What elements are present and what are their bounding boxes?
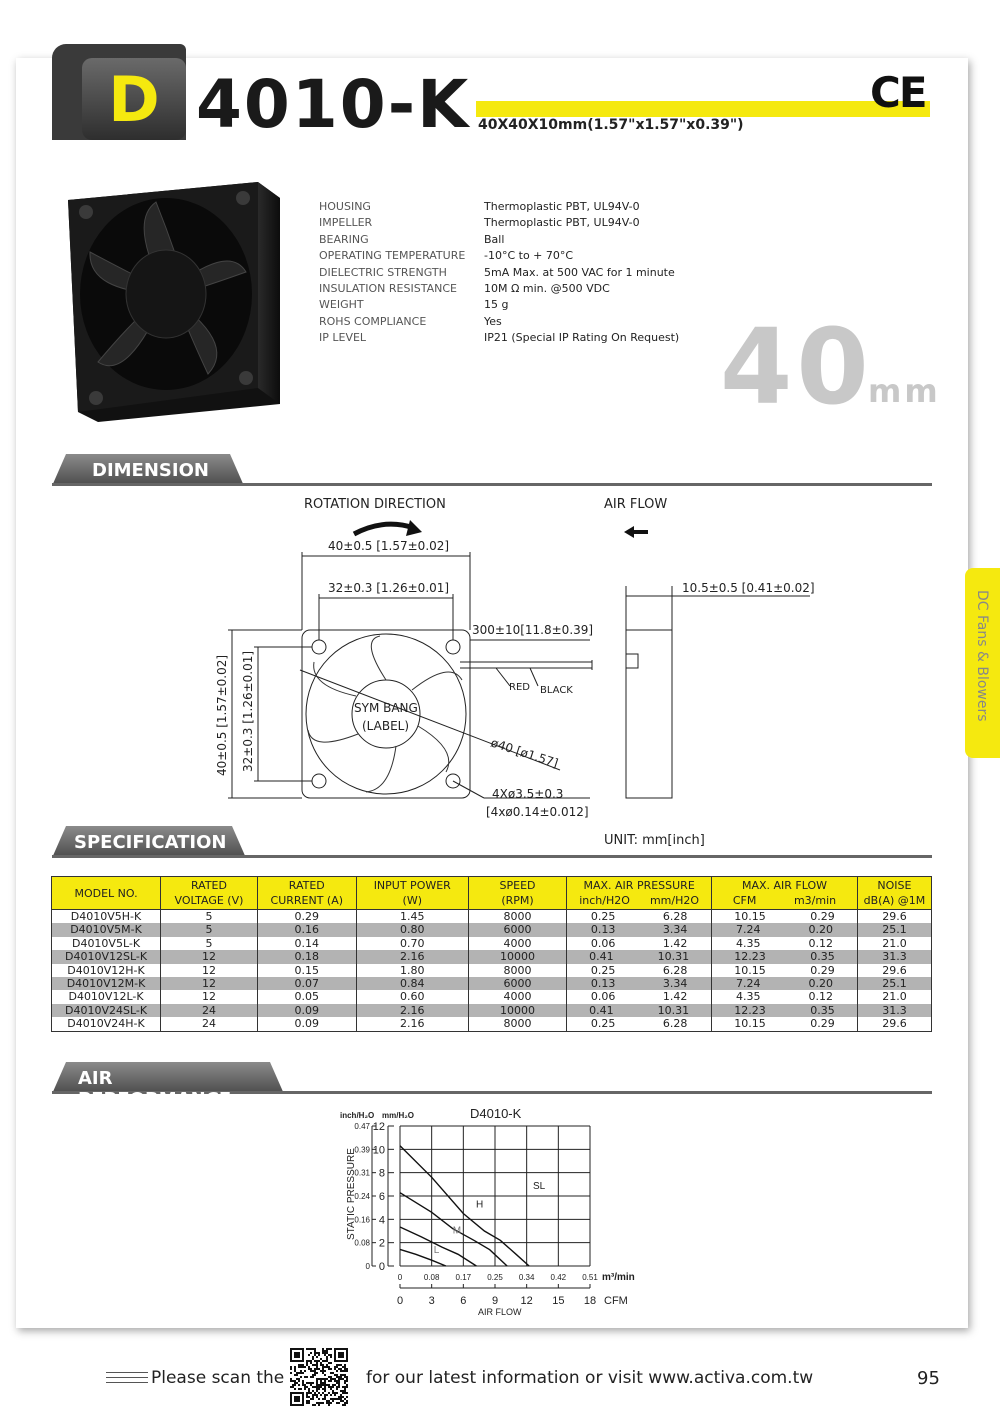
header-current: RATED CURRENT (A) xyxy=(257,877,356,910)
lead-length-dim: 300±10[11.8±0.39] xyxy=(472,623,594,637)
section-title: SPECIFICATION xyxy=(74,832,227,853)
x-tick-m3: 0 xyxy=(397,1273,403,1282)
y-tick-inch: 0.16 xyxy=(354,1215,370,1225)
x-tick-m3: 0.25 xyxy=(487,1273,503,1282)
model-title: 4010-K xyxy=(196,66,471,143)
table-row xyxy=(52,937,932,950)
cell-speed: 8000 xyxy=(468,910,566,924)
cell-speed: 6000 xyxy=(468,923,566,936)
cell-speed: 8000 xyxy=(468,964,566,977)
fan-label-line1: SYM BANG xyxy=(354,701,418,715)
series-label-h: H xyxy=(476,1199,484,1211)
cell-power: 0.70 xyxy=(356,937,468,950)
cell-power: 2.16 xyxy=(356,1004,468,1017)
cell-model: D4010V24SL-K xyxy=(52,1004,161,1017)
cell-speed: 6000 xyxy=(468,977,566,990)
property-key: DIELECTRIC STRENGTH xyxy=(319,265,447,279)
cell-model: D4010V5H-K xyxy=(52,910,161,924)
category-label: DC Fans & Blowers xyxy=(974,590,990,722)
table-row xyxy=(52,910,932,924)
table-row xyxy=(52,1004,932,1017)
cell-pressure xyxy=(567,910,712,924)
category-side-tab xyxy=(965,568,1000,758)
property-row xyxy=(319,297,679,313)
table-row xyxy=(52,977,932,990)
cell-p-inch: 0.13 xyxy=(590,977,616,991)
cell-current: 0.15 xyxy=(257,964,356,977)
cell-p-mm: 6.28 xyxy=(662,963,688,977)
cell-current: 0.16 xyxy=(257,923,356,936)
property-value: Thermoplastic PBT, UL94V-0 xyxy=(484,200,640,213)
x-tick-cfm: 12 xyxy=(520,1295,533,1307)
cell-flow xyxy=(712,977,858,990)
cell-pressure xyxy=(567,964,712,977)
airflow-arrow-icon xyxy=(624,526,634,538)
cell-noise: 21.0 xyxy=(857,937,931,950)
cell-current: 0.05 xyxy=(257,990,356,1003)
cell-power: 2.16 xyxy=(356,950,468,963)
y-tick-mm: 0 xyxy=(378,1261,385,1273)
table-row xyxy=(52,923,932,936)
cell-voltage: 24 xyxy=(161,1004,258,1017)
header-voltage: RATED VOLTAGE (V) xyxy=(161,877,258,910)
cell-p-inch: 0.13 xyxy=(590,923,616,937)
table-row xyxy=(52,990,932,1003)
x-tick-m3: 0.34 xyxy=(518,1273,535,1282)
cell-p-inch: 0.25 xyxy=(590,910,616,923)
cell-flow xyxy=(712,950,858,963)
series-label-l: L xyxy=(433,1245,440,1257)
cell-noise: 25.1 xyxy=(857,923,931,936)
holes-dim-line1: 4Xø3.5±0.3 xyxy=(492,787,564,801)
cell-current: 0.14 xyxy=(257,937,356,950)
cell-p-mm: 1.42 xyxy=(662,990,688,1004)
property-value: Yes xyxy=(484,314,502,328)
cell-pressure xyxy=(567,923,712,936)
table-row xyxy=(52,1017,932,1031)
header-noise: NOISE dB(A) @1M xyxy=(857,877,931,910)
cell-flow xyxy=(712,1004,858,1017)
x-tick-cfm: 15 xyxy=(552,1295,565,1307)
cell-power: 1.80 xyxy=(356,964,468,977)
property-key: INSULATION RESISTANCE xyxy=(319,282,457,296)
cell-m3: 0.29 xyxy=(810,910,835,923)
cell-m3: 0.12 xyxy=(808,990,833,1004)
cell-pressure xyxy=(567,977,712,990)
fan-photo xyxy=(68,182,280,422)
cell-pressure xyxy=(567,950,712,963)
cell-cfm: 12.23 xyxy=(734,950,766,964)
cell-noise: 31.3 xyxy=(857,1004,931,1017)
y-tick-inch: 0 xyxy=(365,1262,370,1271)
y-tick-mm: 8 xyxy=(378,1167,385,1180)
x-tick-m3: 0.42 xyxy=(550,1273,567,1282)
footer-scan-text: Please scan the xyxy=(151,1368,285,1388)
header-speed: SPEED (RPM) xyxy=(468,877,566,910)
cell-power: 0.84 xyxy=(356,977,468,990)
cell-m3: 0.20 xyxy=(808,923,833,937)
cell-model: D4010V12H-K xyxy=(52,964,161,977)
cell-voltage: 5 xyxy=(161,910,258,924)
cell-pressure xyxy=(567,1017,712,1031)
cell-speed: 10000 xyxy=(468,950,566,963)
cell-p-inch: 0.41 xyxy=(589,1003,614,1017)
chart-title: D4010-K xyxy=(470,1106,522,1121)
cell-voltage: 12 xyxy=(161,990,258,1003)
property-value: Ball xyxy=(484,232,505,246)
cell-m3: 0.29 xyxy=(810,963,835,977)
header-accent-bar xyxy=(476,101,930,117)
property-row xyxy=(319,215,679,231)
y-axis-label: STATIC PRESSURE xyxy=(346,1148,357,1240)
rotation-label: ROTATION DIRECTION xyxy=(304,497,446,512)
property-row xyxy=(319,232,679,248)
y-tick-mm: 10 xyxy=(372,1144,385,1157)
cell-speed: 4000 xyxy=(468,937,566,950)
cell-voltage: 5 xyxy=(161,937,258,950)
footer-lines-icon xyxy=(106,1372,148,1387)
property-key: IP LEVEL xyxy=(319,331,367,345)
cell-flow xyxy=(712,964,858,977)
x-tick-cfm: 0 xyxy=(396,1295,404,1307)
y-unit-mm: mm/H₂O xyxy=(382,1111,415,1120)
series-line-sl xyxy=(400,1146,529,1266)
cell-flow xyxy=(712,937,858,950)
y-unit-inch: inch/H₂O xyxy=(340,1111,375,1120)
size-number: 40 xyxy=(720,306,873,428)
x-unit-cfm: CFM xyxy=(604,1295,628,1307)
property-value: -10°C to + 70°C xyxy=(484,249,574,263)
property-list xyxy=(319,199,679,347)
qr-code-icon[interactable] xyxy=(290,1348,348,1406)
cell-pressure xyxy=(567,937,712,950)
property-row xyxy=(319,330,679,346)
y-tick-inch: 0.24 xyxy=(354,1192,370,1201)
cell-cfm: 10.15 xyxy=(734,963,766,977)
cell-flow xyxy=(712,923,858,936)
cell-voltage: 5 xyxy=(161,923,258,936)
cell-model: D4010V5L-K xyxy=(52,937,161,950)
cell-cfm: 7.24 xyxy=(736,977,761,991)
x-tick-cfm: 6 xyxy=(460,1295,467,1307)
property-key: BEARING xyxy=(319,232,369,246)
series-label-m: M xyxy=(452,1225,462,1237)
cell-power: 1.45 xyxy=(356,910,468,924)
header-flow: MAX. AIR FLOW CFM m3/min xyxy=(712,877,858,910)
series-label-sl: SL xyxy=(533,1181,546,1192)
cell-noise: 21.0 xyxy=(857,990,931,1003)
header-pressure: MAX. AIR PRESSURE inch/H2O mm/H2O xyxy=(567,877,712,910)
cell-p-mm: 1.42 xyxy=(662,936,688,950)
height-outer-dim: 40±0.5 [1.57±0.02] xyxy=(215,654,229,776)
cell-model: D4010V12L-K xyxy=(52,990,161,1003)
cell-noise: 25.1 xyxy=(857,977,931,990)
footer-visit-text: for our latest information or visit www.activa.com.tw xyxy=(366,1368,814,1388)
cell-voltage: 12 xyxy=(161,964,258,977)
cell-p-inch: 0.25 xyxy=(590,963,616,977)
cell-pressure xyxy=(567,1004,712,1017)
y-tick-inch: 0.47 xyxy=(354,1122,370,1131)
size-unit: mm xyxy=(868,372,941,410)
width-outer-dim: 40±0.5 [1.57±0.02] xyxy=(328,539,450,553)
thickness-dim: 10.5±0.5 [0.41±0.02] xyxy=(682,581,815,595)
dimension-drawing xyxy=(200,490,820,830)
x-tick-m3: 0.17 xyxy=(455,1273,472,1282)
property-row xyxy=(319,199,679,215)
airflow-label: AIR FLOW xyxy=(604,497,668,512)
y-tick-inch: 0.39 xyxy=(354,1145,370,1155)
property-key: IMPELLER xyxy=(319,216,373,230)
cell-cfm: 4.35 xyxy=(736,936,761,950)
air-performance-chart xyxy=(330,1100,660,1320)
cell-noise: 31.3 xyxy=(857,950,931,963)
property-key: WEIGHT xyxy=(319,298,364,312)
cell-speed: 10000 xyxy=(468,1004,566,1017)
wire-black-label: BLACK xyxy=(540,685,573,696)
cell-p-inch: 0.06 xyxy=(590,936,616,950)
rotation-arrow-icon xyxy=(406,520,422,536)
cell-m3: 0.29 xyxy=(810,1017,835,1031)
y-tick-inch: 0.08 xyxy=(354,1238,370,1248)
wire-red-label: RED xyxy=(509,682,530,693)
cell-flow xyxy=(712,990,858,1003)
cell-power: 0.80 xyxy=(356,923,468,936)
header-power: INPUT POWER (W) xyxy=(356,877,468,910)
x-axis-label: AIR FLOW xyxy=(478,1307,522,1317)
cell-model: D4010V12M-K xyxy=(52,977,161,990)
fan-label-line2: (LABEL) xyxy=(362,719,410,733)
cell-cfm: 10.15 xyxy=(734,1017,766,1031)
y-tick-mm: 4 xyxy=(378,1214,385,1227)
cell-cfm: 12.23 xyxy=(734,1003,766,1017)
cell-p-inch: 0.25 xyxy=(590,1017,616,1031)
cell-model: D4010V5M-K xyxy=(52,923,161,936)
ce-mark-icon: CE xyxy=(870,68,926,117)
cell-p-inch: 0.06 xyxy=(590,990,616,1004)
cell-p-mm: 6.28 xyxy=(662,910,688,923)
property-value: IP21 (Special IP Rating On Request) xyxy=(484,331,680,345)
property-row xyxy=(319,314,679,330)
x-unit-m3: m³/min xyxy=(602,1272,635,1283)
cell-voltage: 12 xyxy=(161,950,258,963)
cell-p-mm: 10.31 xyxy=(657,1003,690,1017)
x-tick-m3: 0.51 xyxy=(582,1273,598,1282)
property-key: ROHS COMPLIANCE xyxy=(319,314,427,328)
x-tick-cfm: 3 xyxy=(428,1295,435,1307)
cell-noise: 29.6 xyxy=(857,1017,931,1031)
cell-model: D4010V12SL-K xyxy=(52,950,161,963)
property-value: 5mA Max. at 500 VAC for 1 minute xyxy=(484,265,675,279)
cell-p-mm: 3.34 xyxy=(662,977,688,991)
cell-m3: 0.12 xyxy=(808,936,833,950)
cell-voltage: 12 xyxy=(161,977,258,990)
table-row xyxy=(52,964,932,977)
y-tick-mm: 2 xyxy=(378,1237,385,1250)
property-value: Thermoplastic PBT, UL94V-0 xyxy=(484,216,640,230)
cell-m3: 0.35 xyxy=(810,950,835,964)
cell-model: D4010V24H-K xyxy=(52,1017,161,1031)
cell-power: 2.16 xyxy=(356,1017,468,1031)
y-tick-mm: 12 xyxy=(372,1121,385,1133)
table-row xyxy=(52,950,932,963)
specification-table xyxy=(51,876,932,1032)
cell-m3: 0.35 xyxy=(810,1003,835,1017)
cell-current: 0.18 xyxy=(257,950,356,963)
width-holes-dim: 32±0.3 [1.26±0.01] xyxy=(328,581,450,595)
model-dimensions: 40X40X10mm(1.57"x1.57"x0.39") xyxy=(478,117,744,133)
property-row xyxy=(319,281,679,297)
cell-current: 0.29 xyxy=(257,910,356,924)
header-model: MODEL NO. xyxy=(52,877,161,910)
x-tick-cfm: 18 xyxy=(583,1295,597,1307)
cell-speed: 4000 xyxy=(468,990,566,1003)
property-value: 10M Ω min. @500 VDC xyxy=(484,282,610,296)
series-badge: D xyxy=(82,58,186,140)
y-tick-mm: 6 xyxy=(378,1191,385,1203)
cell-noise: 29.6 xyxy=(857,964,931,977)
cell-cfm: 7.24 xyxy=(736,923,761,937)
cell-current: 0.09 xyxy=(257,1017,356,1031)
unit-label: UNIT: mm[inch] xyxy=(604,833,705,848)
cell-flow xyxy=(712,910,858,924)
x-tick-cfm: 9 xyxy=(491,1295,499,1307)
cell-p-mm: 3.34 xyxy=(662,923,688,937)
section-title: AIR PERFORMANCE xyxy=(78,1068,232,1110)
y-tick-inch: 0.31 xyxy=(354,1168,370,1178)
property-key: OPERATING TEMPERATURE xyxy=(319,249,466,263)
cell-p-mm: 6.28 xyxy=(662,1017,688,1031)
cell-pressure xyxy=(567,990,712,1003)
cell-current: 0.09 xyxy=(257,1004,356,1017)
cell-m3: 0.20 xyxy=(808,977,833,991)
cell-power: 0.60 xyxy=(356,990,468,1003)
property-key: HOUSING xyxy=(319,200,371,213)
diameter-dim: ø40 [ø1.57] xyxy=(489,735,560,771)
property-value: 15 g xyxy=(484,298,509,312)
cell-noise: 29.6 xyxy=(857,910,931,924)
cell-cfm: 10.15 xyxy=(734,910,766,923)
property-row xyxy=(319,265,679,281)
cell-flow xyxy=(712,1017,858,1031)
height-holes-dim: 32±0.3 [1.26±0.01] xyxy=(241,650,255,772)
cell-voltage: 24 xyxy=(161,1017,258,1031)
section-title: DIMENSION xyxy=(92,460,209,481)
cell-current: 0.07 xyxy=(257,977,356,990)
page-number: 95 xyxy=(917,1368,940,1389)
cell-speed: 8000 xyxy=(468,1017,566,1031)
holes-dim-line2: [4xø0.14±0.012] xyxy=(486,805,589,819)
x-tick-m3: 0.08 xyxy=(423,1273,440,1282)
cell-p-mm: 10.31 xyxy=(657,950,690,964)
cell-p-inch: 0.41 xyxy=(589,950,614,964)
cell-cfm: 4.35 xyxy=(736,990,761,1004)
property-row xyxy=(319,248,679,264)
